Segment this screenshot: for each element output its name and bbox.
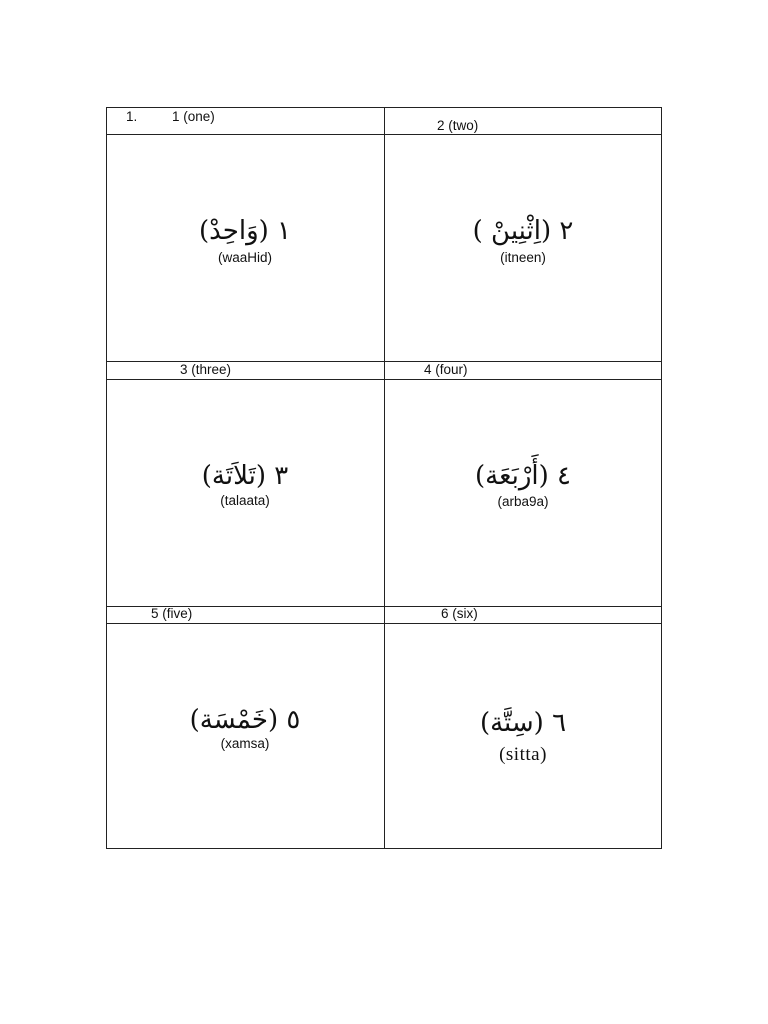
transliteration-two: (itneen)	[500, 250, 546, 265]
transliteration-six: (sitta)	[499, 744, 547, 765]
transliteration-one: (waaHid)	[217, 250, 272, 265]
card-header-two: 2 (two)	[437, 118, 479, 133]
transliteration-three: (talaata)	[220, 493, 270, 508]
arabic-numeral-one: ١ (وَاحِدْ)	[198, 216, 291, 246]
transliteration-five: (xamsa)	[220, 736, 270, 751]
card-header-three: 3 (three)	[180, 362, 232, 377]
transliteration-four: (arba9a)	[497, 494, 549, 509]
arabic-numeral-two: ٢ (اِثْنِينْ )	[472, 216, 574, 246]
arabic-numeral-six: ٦ (سِتَّة)	[479, 708, 567, 738]
card-header-one: 1 (one)	[172, 109, 215, 124]
arabic-numeral-three: ٣ (تَلاَتَة)	[201, 461, 289, 491]
card-header-five: 5 (five)	[151, 606, 193, 621]
column-divider	[384, 108, 385, 848]
card-header-six: 6 (six)	[441, 606, 478, 621]
list-marker: 1.	[126, 109, 138, 124]
card-header-four: 4 (four)	[424, 362, 468, 377]
arabic-numeral-five: ٥ (خَمْسَة)	[189, 705, 301, 735]
arabic-numeral-four: ٤ (أَرْبَعَة)	[474, 461, 571, 491]
